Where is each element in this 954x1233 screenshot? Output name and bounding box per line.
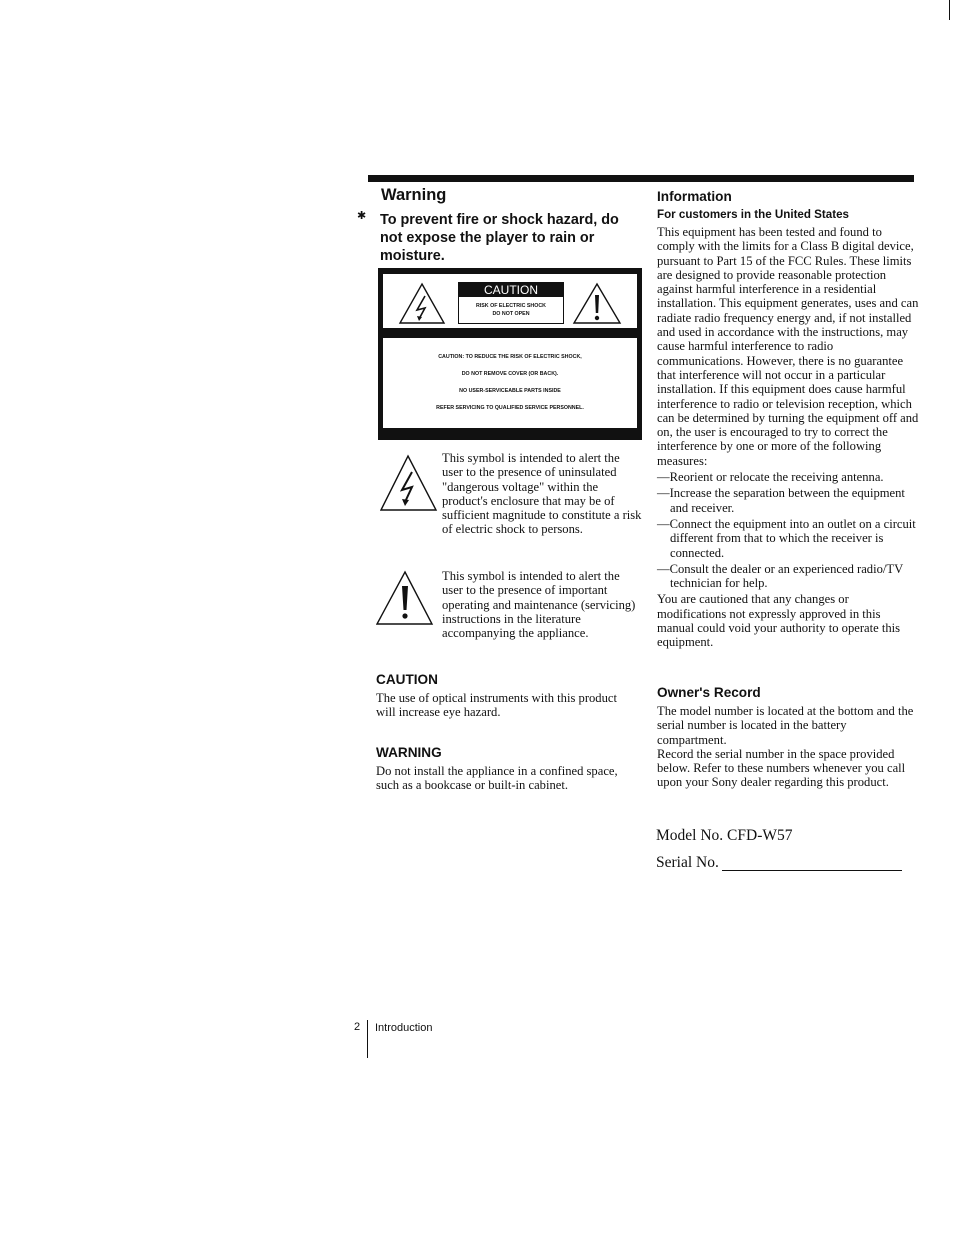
fcc-statement <box>657 225 919 650</box>
page-number: 2 <box>354 1021 361 1033</box>
caution-label-lines <box>386 350 634 418</box>
owners-record-p1: The model number is located at the bottom and the serial number is located in the battery compartment. <box>657 704 914 747</box>
fcc-paragraph: This equipment has been tested and found to comply with the limits for a Class B digital device, pursuant to Part 15 of the FCC Rules. These limits are designed to provide reasonable protection against harmful interference in a residential installation. This equipment generates, uses and can radiate radio frequency energy and, if not installed and used in accordance with the instructions, may cause harmful interference to radio communications. However, there is no guarantee that interference will not occur in a particular installation. If this equipment does cause harmful interference to radio or television reception, which can be determined by turning the equipment off and on, the user is encouraged to try to correct the interference by one or more of the following measures: <box>657 225 919 468</box>
caution-label-head: CAUTION <box>459 283 563 297</box>
caution-label-line: DO NOT REMOVE COVER (OR BACK). <box>461 371 559 377</box>
caution-text: The use of optical instruments with this product will increase eye hazard. <box>376 691 617 720</box>
serial-number-label: Serial No. <box>656 854 719 871</box>
measure-item: —Connect the equipment into an outlet on a circuit different from that to which the receiver is connected. <box>657 516 916 560</box>
owners-record-heading: Owner's Record <box>657 685 761 700</box>
owners-record-p2: Record the serial number in the space provided below. Refer to these numbers whenever you call upon your Sony dealer regarding this product. <box>657 746 906 790</box>
caution-label-line: CAUTION: TO REDUCE THE RISK OF ELECTRIC SHOCK, <box>438 354 582 360</box>
caution-label-sub <box>459 302 563 318</box>
caution-label-line: REFER SERVICING TO QUALIFIED SERVICE PERSONNEL. <box>436 405 584 411</box>
bullet-mark: ✱ <box>357 210 367 222</box>
measure-item: —Increase the separation between the equipment and receiver. <box>657 486 905 515</box>
exclamation-symbol-text: This symbol is intended to alert the user to the presence of important operating and maintenance (servicing) instructions in the literature accompanying the appliance. <box>442 569 636 641</box>
lightning-symbol-icon <box>380 454 438 512</box>
caution-sub-line: DO NOT OPEN <box>492 311 530 317</box>
page-edge-mark <box>949 0 950 20</box>
footer-rule <box>367 1020 368 1058</box>
customers-subheading: For customers in the United States <box>657 208 849 221</box>
exclamation-symbol-icon <box>376 570 434 626</box>
lightning-warning-icon <box>398 281 446 325</box>
caution-label-line: NO USER-SERVICEABLE PARTS INSIDE <box>459 388 561 394</box>
exclamation-warning-icon <box>572 281 622 325</box>
caution-sub-line: RISK OF ELECTRIC SHOCK <box>475 303 547 309</box>
caution-heading: CAUTION <box>376 672 438 687</box>
model-number: Model No. CFD-W57 <box>656 827 793 844</box>
warning-install-heading: WARNING <box>376 745 442 760</box>
voltage-symbol-text: This symbol is intended to alert the user to the presence of uninsulated "dangerous voltage" within the product's enclosure that may be of sufficient magnitude to constitute a risk of electric shock to persons. <box>442 451 642 537</box>
fcc-closing: You are cautioned that any changes or modifications not expressly approved in this manual could void your authority to operate this equipment. <box>657 592 901 650</box>
warning-install-text: Do not install the appliance in a confined space, such as a bookcase or built-in cabinet. <box>376 764 618 793</box>
owners-record-text <box>657 704 919 790</box>
measure-item: —Consult the dealer or an experienced radio/TV technician for help. <box>657 561 903 591</box>
serial-number-blank <box>722 870 902 871</box>
information-heading: Information <box>657 189 732 204</box>
measure-item: —Reorient or relocate the receiving antenna. <box>657 470 884 485</box>
section-name: Introduction <box>375 1022 433 1034</box>
warning-heading: Warning <box>381 186 447 204</box>
header-rule <box>368 175 914 182</box>
warning-lead: To prevent fire or shock hazard, do not expose the player to rain or moisture. <box>380 212 619 264</box>
